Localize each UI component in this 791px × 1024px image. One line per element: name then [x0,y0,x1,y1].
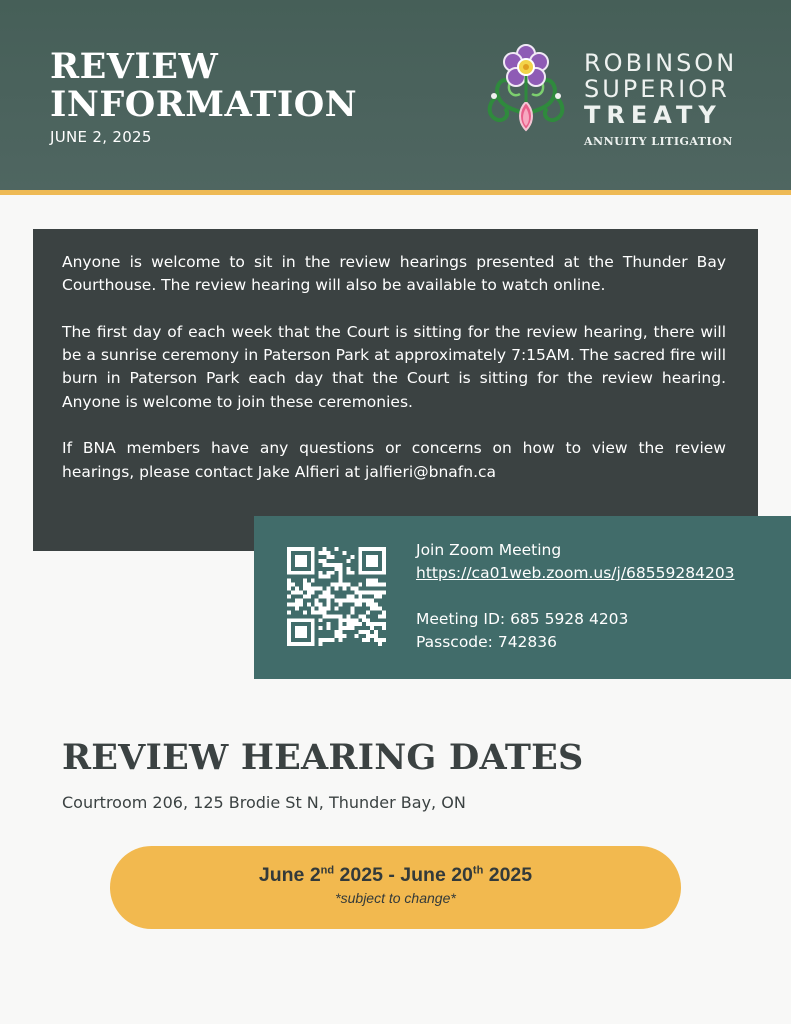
qr-code-icon[interactable] [287,547,386,646]
logo-line-robinson: ROBINSON [584,49,738,77]
courtroom-location: Courtroom 206, 125 Brodie St N, Thunder Bay, ON [62,793,466,812]
zoom-join-label: Join Zoom Meeting [416,541,562,559]
zoom-details [416,539,735,654]
hearing-dates-heading: REVIEW HEARING DATES [62,737,584,778]
zoom-meeting-id: Meeting ID: 685 5928 4203 [416,610,629,628]
end-suffix: th [472,864,484,877]
logo-line-annuity-litigation: ANNUITY LITIGATION [584,135,733,148]
publication-date: JUNE 2, 2025 [50,128,152,146]
zoom-passcode: Passcode: 742836 [416,633,557,651]
logo-line-superior: SUPERIOR [584,75,730,103]
zoom-meeting-link[interactable]: https://ca01web.zoom.us/j/68559284203 [416,564,735,582]
subject-to-change-note: *subject to change* [335,890,456,906]
end-day: June 20 [400,864,473,886]
hearing-dates-badge [110,846,681,929]
page-title-line1: REVIEW [50,46,219,87]
start-day: June 2 [258,864,321,886]
info-paragraph: If BNA members have any questions or concerns on how to view the review hearings, please contact Jake Alfieri at jalfieri@bnafn.ca [62,439,726,481]
hearing-date-range [110,864,681,887]
end-year: 2025 [488,864,533,886]
info-paragraph: Anyone is welcome to sit in the review hearings presented at the Thunder Bay Courthouse. The review hearing will also be available to watch online. [62,253,726,295]
start-suffix: nd [320,864,335,877]
page-title-line2: INFORMATION [50,84,358,125]
start-year: 2025 [339,864,383,886]
info-body [62,251,726,507]
date-separator: - [388,864,395,886]
logo-line-treaty: TREATY [584,101,722,129]
header-divider [0,190,791,195]
floral-beadwork-logo-icon [476,40,576,140]
page-title [50,48,357,124]
info-paragraph: The first day of each week that the Court is sitting for the review hearing, there will be a sunrise ceremony in Paterson Park at approximately 7:15AM. The sacred fire will burn in Paterson Park each day that the Court is sitting for the review hearing. Anyone is welcome to join these ceremonies. [62,322,726,411]
organization-logo-text [584,50,737,148]
